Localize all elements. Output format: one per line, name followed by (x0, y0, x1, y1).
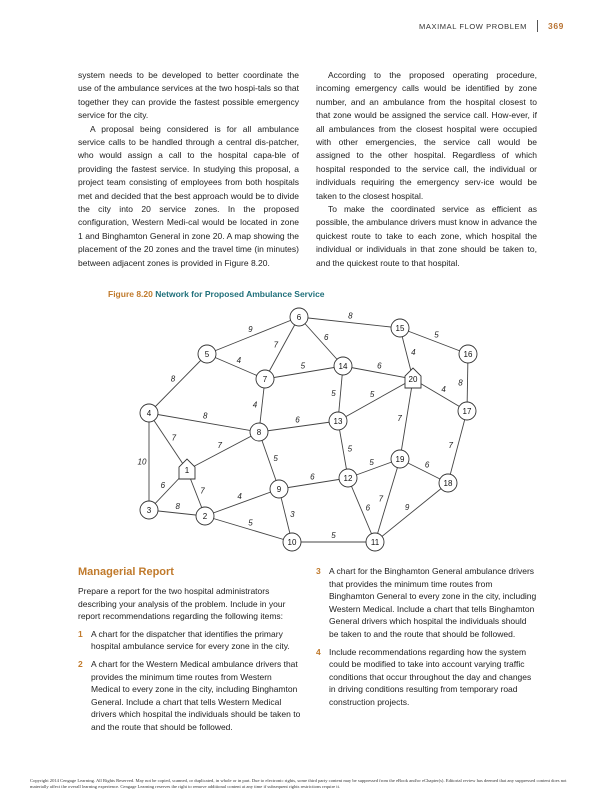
edge-weight-label: 6 (377, 361, 382, 371)
zone-label: 1 (184, 466, 190, 475)
edge-weight-label: 7 (200, 486, 205, 496)
edge-5-6 (207, 317, 299, 354)
zone-label: 13 (333, 417, 343, 426)
paragraph: A proposal being considered is for all ambulance service calls to be handled through a central dis-patcher, who would assign a call to the hospital capa-ble of providing the fastest service. In studying this proposal, a project team consisting of employees from both hospitals met and decided that the best approach would be to divide the city into 20 service zones. In the proposed configuration, Western Medi-cal would be located in zone 1 and Binghamton General in zone 20. A map showing the placement of the 20 zones and the travel time (in minutes) between adjacent zones is provided in Figure 8.20. (78, 123, 299, 268)
report-column-right (316, 565, 537, 714)
edge-weight-label: 5 (273, 454, 278, 464)
zone-label: 2 (202, 512, 208, 521)
edge-8-1 (187, 432, 259, 470)
body-column-left (78, 69, 299, 270)
zone-label: 15 (395, 324, 405, 333)
edge-weight-label: 8 (348, 311, 353, 321)
edge-18-11 (375, 483, 448, 542)
zone-label: 17 (462, 407, 472, 416)
zone-label: 6 (296, 313, 302, 322)
edge-weight-label: 6 (295, 415, 300, 425)
report-item (316, 565, 537, 641)
running-head-title: MAXIMAL FLOW PROBLEM (419, 21, 528, 31)
edge-weight-label: 5 (331, 388, 336, 398)
edge-5-4 (149, 354, 207, 413)
edge-weight-label: 7 (273, 340, 279, 350)
edge-weight-label: 3 (290, 509, 295, 519)
figure-caption (108, 289, 325, 299)
edge-6-7 (265, 317, 299, 379)
edge-weight-label: 4 (441, 385, 446, 394)
edge-weight-label: 6 (424, 460, 430, 470)
edge-6-14 (299, 317, 343, 366)
edge-weight-label: 6 (323, 332, 329, 342)
zone-label: 16 (463, 350, 473, 359)
body-column-right (316, 69, 537, 270)
zone-label: 4 (146, 409, 152, 418)
edge-12-11 (348, 478, 375, 542)
edge-20-19 (400, 379, 413, 459)
edge-weight-label: 6 (310, 472, 315, 482)
edge-weight-label: 7 (397, 413, 402, 423)
edge-weight-label: 4 (411, 347, 416, 357)
item-number: 4 (316, 646, 321, 657)
report-item (78, 658, 303, 734)
edge-weight-label: 7 (378, 494, 384, 504)
zone-label: 19 (395, 455, 405, 464)
ambulance-network-diagram (132, 304, 492, 554)
edge-weight-label: 7 (171, 433, 177, 443)
report-column-left (78, 585, 303, 739)
paragraph: According to the proposed operating procedure, incoming emergency calls would be identified by zone number, and an ambulance from the hospital closest to that zone would be assigned the service call. How-ever, if all ambulances from the closest hospital were occupied with other emergencies, the service call would be assigned to the other hospital. Regardless of which hospital responded to the service call, the individual or individuals requiring the emergency serv-ice would be taken to the closest hospital. (316, 70, 537, 201)
running-head-divider (537, 20, 538, 32)
report-item (316, 646, 537, 709)
edge-weight-label: 9 (404, 503, 410, 513)
edge-weight-label: 5 (369, 389, 375, 399)
edge-weight-label: 5 (331, 531, 336, 540)
report-item (78, 628, 303, 653)
copyright-notice: Copyright 2014 Cengage Learning. All Rights Reserved. May not be copied, scanned, or duplicated, in whole or in part. Due to electronic rights, some third party content may be suppressed from the eBook and/or eChapter(s). Editorial review has deemed that any suppressed content does not materially affect the overall learning experience. Cengage Learning reserves the right to remove additional content at any time if subsequent rights restrictions require it. (30, 778, 567, 789)
edge-weight-label: 4 (237, 491, 242, 501)
edge-weight-label: 8 (170, 374, 176, 384)
edge-weight-label: 9 (248, 325, 253, 334)
figure-title: Network for Proposed Ambulance Service (155, 289, 325, 299)
zone-label: 5 (204, 350, 210, 359)
zone-label: 9 (276, 485, 282, 494)
zone-label: 7 (262, 375, 268, 384)
edge-weight-label: 5 (300, 361, 306, 371)
paragraph: system needs to be developed to better coordinate the use of the ambulance services at the two hospi-tals so that together they can provide the fastest possible emergency service for the city. (78, 70, 299, 121)
zone-label: 12 (343, 474, 353, 483)
edge-weight-label: 8 (175, 502, 180, 511)
edge-weight-label: 10 (137, 457, 147, 467)
report-intro: Prepare a report for the two hospital administrators describing your analysis of the problem. Include in your report recommendations regarding the following items: (78, 586, 286, 622)
edge-weight-label: 7 (448, 441, 453, 451)
item-text: A chart for the Binghamton General ambulance drivers that provides the minimum time routes from Binghamton General to every zone in the city, including Western Medical. Include a chart that tells Binghamton General drivers which hospital the individuals should be taken to and the route that should be followed. (329, 566, 537, 639)
edge-4-1 (149, 413, 187, 470)
item-number: 1 (78, 628, 83, 639)
item-text: A chart for the Western Medical ambulance drivers that provides the minimum time routes from Western Medical to every zone in the city, including Binghamton General. Include a chart that tells Western Medical drivers which hospital the individuals should be taken to and the route that should be followed. (91, 658, 301, 732)
running-head (419, 20, 564, 32)
edge-weight-label: 8 (458, 378, 463, 388)
edge-weight-label: 6 (365, 503, 371, 513)
item-text: Include recommendations regarding how the system could be modified to take into account varying traffic conditions that occur throughout the day and changes in driving conditions resulting from temporary road construction projects. (329, 646, 532, 707)
page-number: 369 (548, 21, 564, 31)
zone-label: 10 (287, 538, 297, 547)
item-text: A chart for the dispatcher that identifies the primary hospital ambulance service for every zone in the city. (91, 628, 290, 652)
edge-2-9 (205, 489, 279, 516)
zone-label: 14 (338, 362, 348, 371)
report-heading: Managerial Report (78, 566, 174, 578)
item-number: 3 (316, 566, 321, 576)
edge-weight-label: 6 (160, 481, 166, 491)
figure-number: Figure 8.20 (108, 289, 153, 299)
edge-weight-label: 5 (369, 457, 374, 467)
zone-label: 18 (443, 479, 453, 488)
paragraph: To make the coordinated service as efficient as possible, the ambulance drivers must know in advance the quickest route to take to each zone, which hospital the individual or individuals in that zone should be taken to, and the quickest route to that hospital. (316, 204, 537, 268)
edge-weight-label: 4 (236, 356, 242, 366)
edge-weight-label: 5 (248, 518, 253, 528)
edge-weight-label: 7 (217, 440, 222, 450)
zone-label: 8 (256, 428, 262, 437)
item-number: 2 (78, 658, 83, 669)
edge-weight-label: 8 (202, 411, 208, 421)
edge-weight-label: 4 (252, 400, 258, 410)
edge-weight-label: 5 (434, 330, 439, 340)
zone-label: 11 (370, 538, 380, 547)
edge-weight-label: 5 (347, 444, 353, 454)
zone-label: 20 (408, 375, 418, 384)
zone-label: 3 (146, 506, 152, 515)
